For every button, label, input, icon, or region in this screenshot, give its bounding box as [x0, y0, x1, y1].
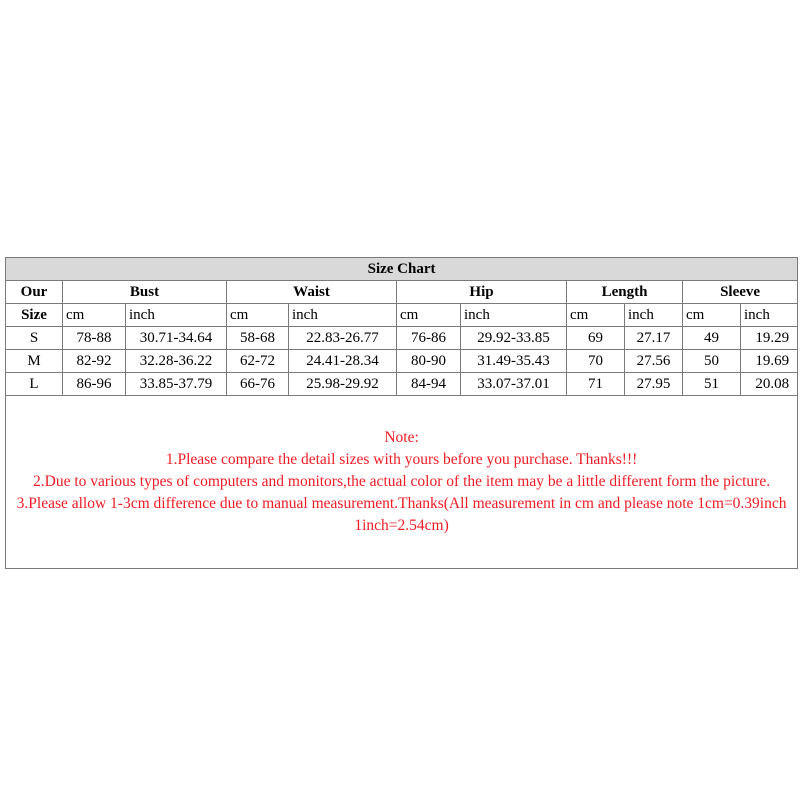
data-cell: 27.95 — [625, 373, 683, 396]
data-cell: 82-92 — [63, 350, 126, 373]
our-size-header-bottom: Size — [6, 304, 63, 327]
unit-header-row — [6, 304, 798, 327]
size-cell: L — [6, 373, 63, 396]
notes-row — [6, 396, 798, 569]
chart-title: Size Chart — [6, 258, 798, 281]
unit-header: cm — [567, 304, 625, 327]
size-cell: M — [6, 350, 63, 373]
data-cell: 27.17 — [625, 327, 683, 350]
table-row — [6, 373, 798, 396]
data-cell: 58-68 — [227, 327, 289, 350]
notes-block — [6, 396, 798, 569]
size-chart-table — [5, 257, 798, 569]
data-cell: 24.41-28.34 — [289, 350, 397, 373]
data-cell: 30.71-34.64 — [126, 327, 227, 350]
data-cell: 76-86 — [397, 327, 461, 350]
data-cell: 25.98-29.92 — [289, 373, 397, 396]
note-line: 2.Due to various types of computers and monitors,the actual color of the item may be a little different form the picture. — [33, 473, 771, 490]
unit-header: inch — [461, 304, 567, 327]
data-cell: 84-94 — [397, 373, 461, 396]
unit-header: inch — [741, 304, 798, 327]
data-cell: 33.07-37.01 — [461, 373, 567, 396]
waist-header: Waist — [227, 281, 397, 304]
unit-header: inch — [289, 304, 397, 327]
group-header-row — [6, 281, 798, 304]
data-cell: 31.49-35.43 — [461, 350, 567, 373]
data-cell: 70 — [567, 350, 625, 373]
data-cell: 66-76 — [227, 373, 289, 396]
unit-header: cm — [683, 304, 741, 327]
unit-header: cm — [63, 304, 126, 327]
data-cell: 49 — [683, 327, 741, 350]
data-cell: 78-88 — [63, 327, 126, 350]
note-heading: Note: — [384, 429, 419, 446]
data-cell: 19.69 — [741, 350, 798, 373]
data-cell: 50 — [683, 350, 741, 373]
data-cell: 33.85-37.79 — [126, 373, 227, 396]
unit-header: cm — [227, 304, 289, 327]
data-cell: 29.92-33.85 — [461, 327, 567, 350]
table-row — [6, 327, 798, 350]
table-row — [6, 350, 798, 373]
data-cell: 80-90 — [397, 350, 461, 373]
unit-header: cm — [397, 304, 461, 327]
unit-header: inch — [625, 304, 683, 327]
data-cell: 69 — [567, 327, 625, 350]
note-line: 3.Please allow 1-3cm difference due to manual measurement.Thanks(All measurement in cm and please note 1cm=0.39inch 1inch=2.54cm) — [16, 495, 787, 534]
data-cell: 62-72 — [227, 350, 289, 373]
bust-header: Bust — [63, 281, 227, 304]
length-header: Length — [567, 281, 683, 304]
data-cell: 32.28-36.22 — [126, 350, 227, 373]
data-cell: 27.56 — [625, 350, 683, 373]
data-cell: 86-96 — [63, 373, 126, 396]
size-cell: S — [6, 327, 63, 350]
data-cell: 20.08 — [741, 373, 798, 396]
our-size-header-top: Our — [6, 281, 63, 304]
data-cell: 19.29 — [741, 327, 798, 350]
hip-header: Hip — [397, 281, 567, 304]
data-cell: 22.83-26.77 — [289, 327, 397, 350]
unit-header: inch — [126, 304, 227, 327]
note-line: 1.Please compare the detail sizes with yours before you purchase. Thanks!!! — [165, 451, 638, 468]
sleeve-header: Sleeve — [683, 281, 798, 304]
data-cell: 71 — [567, 373, 625, 396]
title-row — [6, 258, 798, 281]
data-cell: 51 — [683, 373, 741, 396]
